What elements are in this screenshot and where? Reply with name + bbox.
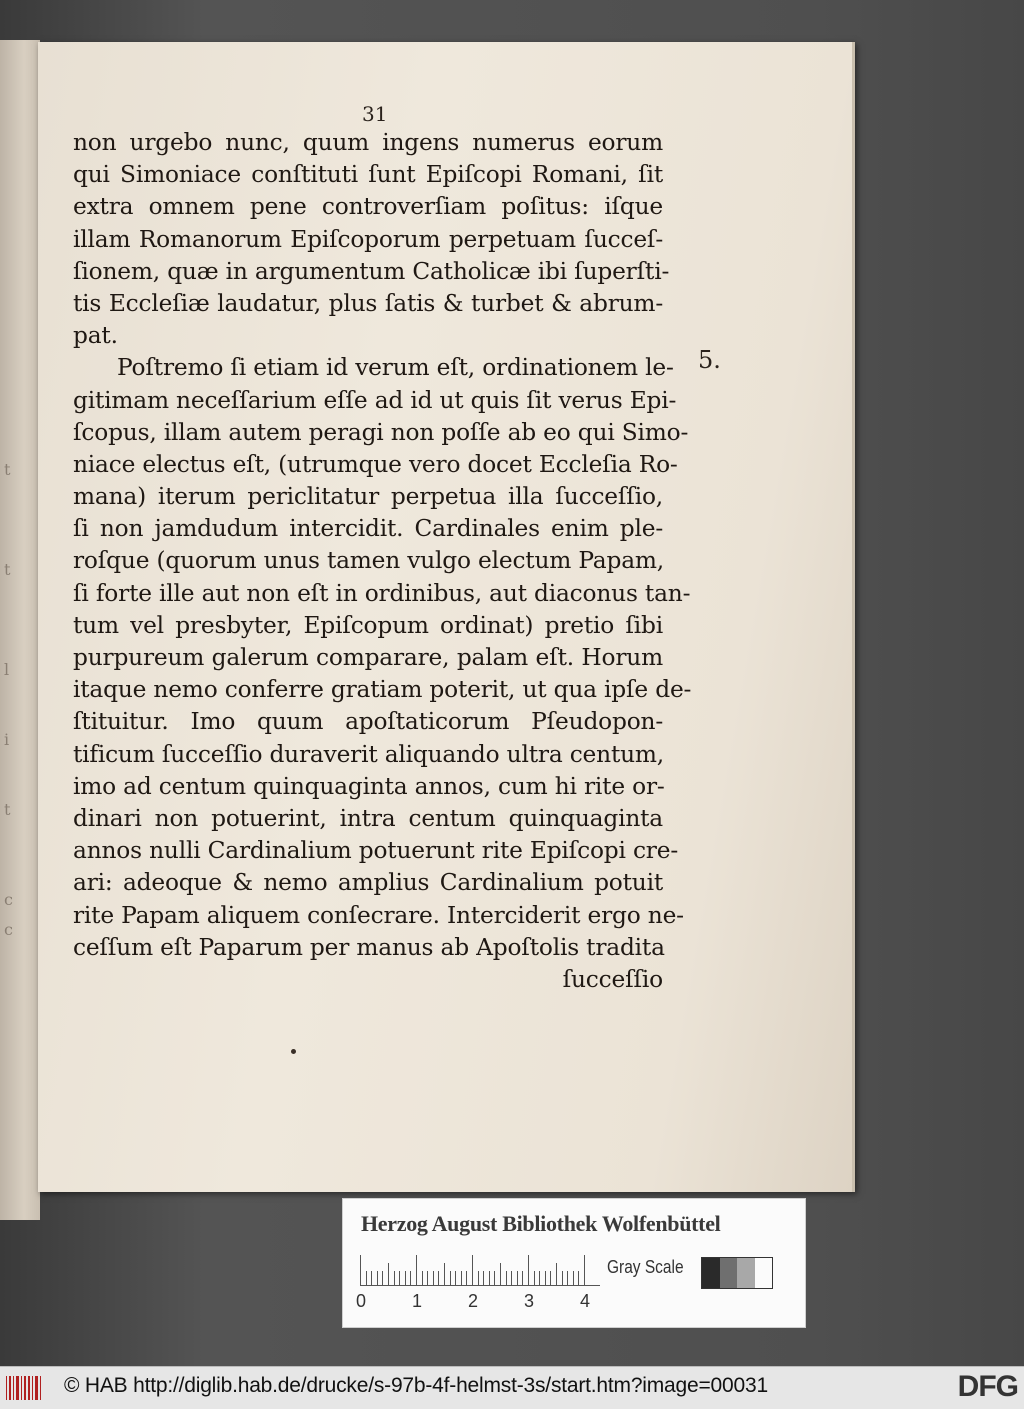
page-number: 31 [362, 102, 388, 126]
text-line: ceſſum eſt Paparum per manus ab Apoſtolis tradita [73, 933, 665, 961]
barcode-bar [40, 1376, 41, 1400]
ruler [360, 1255, 600, 1286]
ruler-tick [410, 1271, 411, 1285]
ruler-tick [584, 1255, 585, 1285]
text-line: dinari non potuerint, intra centum quinquaginta [73, 804, 663, 832]
text-line: ſionem, quæ in argumentum Catholicæ ibi ſuperſti- [73, 257, 670, 285]
ruler-tick [506, 1271, 507, 1285]
margin-note: 5. [698, 346, 721, 374]
text-line: ſtituitur. Imo quum apoſtaticorum Pſeudopon- [73, 708, 663, 736]
text-line: ſcopus, illam autem peragi non poſſe ab eo qui Simo- [73, 418, 689, 446]
text-line: ſi non jamdudum intercidit. Cardinales enim ple- [73, 515, 663, 543]
barcode-bar [21, 1376, 22, 1400]
text-line: tis Eccleſiæ laudatur, plus ſatis & turbet & abrum- [73, 289, 663, 317]
ruler-tick [556, 1263, 557, 1285]
ruler-tick [450, 1271, 451, 1285]
catchword: ſucceſſio [562, 965, 663, 993]
ruler-tick [517, 1271, 518, 1285]
ruler-tick [360, 1255, 361, 1285]
ruler-tick [528, 1255, 529, 1285]
gray-swatch [737, 1258, 755, 1288]
ruler-tick [371, 1271, 372, 1285]
ruler-tick [483, 1271, 484, 1285]
gray-swatch [755, 1258, 773, 1288]
ruler-tick [522, 1271, 523, 1285]
ruler-tick [394, 1271, 395, 1285]
ruler-tick [478, 1271, 479, 1285]
barcode-bar [35, 1376, 38, 1400]
text-line: extra omnem pene controverſiam poſitus: iſque [73, 193, 663, 221]
ruler-tick [438, 1271, 439, 1285]
text-line: niace electus eſt, (utrumque vero docet Eccleſia Ro- [73, 450, 678, 478]
ruler-tick [422, 1271, 423, 1285]
text-line: pat. [73, 322, 118, 350]
gray-scale-label: Gray Scale [607, 1257, 684, 1277]
ruler-label: 0 [356, 1291, 367, 1311]
barcode-bar [24, 1376, 26, 1400]
ruler-tick [416, 1255, 417, 1285]
page-text [73, 127, 692, 996]
ruler-label: 3 [524, 1291, 535, 1311]
ruler-tick [545, 1271, 546, 1285]
gray-swatch [720, 1258, 738, 1288]
text-line: tum vel presbyter, Epiſcopum ordinat) pretio ſibi [73, 611, 663, 639]
ruler-tick [550, 1271, 551, 1285]
footer-bar [0, 1366, 1024, 1409]
ruler-tick [511, 1271, 512, 1285]
source-url[interactable]: © HAB http://diglib.hab.de/drucke/s-97b-4f-helmst-3s/start.htm?image=00031 [64, 1374, 768, 1397]
ruler-tick [466, 1271, 467, 1285]
ruler-tick [377, 1271, 378, 1285]
text-line: non urgebo nunc, quum ingens numerus eorum [73, 129, 663, 156]
text-line: Poſtremo ſi etiam id verum eſt, ordinationem le- [117, 354, 674, 382]
ruler-label: 4 [580, 1291, 591, 1311]
text-line: ari: adeoque & nemo amplius Cardinalium potuit [73, 869, 663, 897]
ruler-tick [534, 1271, 535, 1285]
ruler-tick [382, 1271, 383, 1285]
ruler-tick [433, 1271, 434, 1285]
text-line: imo ad centum quinquaginta annos, cum hi rite or- [73, 772, 665, 800]
card-title: Herzog August Bibliothek Wolfenbüttel [361, 1211, 721, 1236]
text-line: purpureum galerum comparare, palam eſt. Horum [73, 644, 663, 671]
ruler-tick [500, 1263, 501, 1285]
barcode-bar [28, 1376, 30, 1400]
barcode-bar [16, 1376, 19, 1400]
ruler-tick [578, 1271, 579, 1285]
ruler-tick [399, 1271, 400, 1285]
ruler-tick [366, 1271, 367, 1285]
ruler-tick [539, 1271, 540, 1285]
ink-dot [291, 1049, 296, 1054]
ruler-tick [567, 1271, 568, 1285]
text-line: roſque (quorum unus tamen vulgo electum Papam, [73, 547, 664, 575]
ruler-tick [427, 1271, 428, 1285]
text-line: annos nulli Cardinalium potuerunt rite Epiſcopi cre- [73, 837, 678, 865]
text-line: mana) iterum periclitatur perpetua illa ſucceſſio, [73, 483, 663, 511]
text-line: tificum ſucceſſio duraverit aliquando ultra centum, [73, 740, 665, 768]
color-reference-card [342, 1198, 806, 1328]
ruler-tick [573, 1271, 574, 1285]
ruler-tick [388, 1263, 389, 1285]
text-line: rite Papam aliquem conſecrare. Interciderit ergo ne- [73, 901, 684, 929]
gray-swatch [702, 1258, 720, 1288]
barcode-bar [32, 1376, 33, 1400]
ruler-tick [461, 1271, 462, 1285]
ruler-label: 2 [468, 1291, 479, 1311]
ruler-tick [489, 1271, 490, 1285]
ruler-tick [562, 1271, 563, 1285]
barcode-bar [9, 1376, 11, 1400]
ruler-tick [444, 1263, 445, 1285]
ruler-tick [405, 1271, 406, 1285]
previous-page-edge: t t l i t c c [0, 40, 40, 1220]
ruler-tick [494, 1271, 495, 1285]
text-line: qui Simoniace conſtituti ſunt Epiſcopi Romani, ſit [73, 161, 663, 189]
ruler-label: 1 [412, 1291, 423, 1311]
barcode-bar [6, 1376, 7, 1400]
barcode-icon [6, 1376, 46, 1400]
text-line: gitimam neceſſarium eſſe ad id ut quis ſit verus Epi- [73, 386, 677, 414]
text-line: illam Romanorum Epiſcoporum perpetuam ſucceſ- [73, 225, 663, 253]
dfg-logo: DFG [954, 1370, 1018, 1404]
barcode-bar [13, 1376, 14, 1400]
text-line: ſi forte ille aut non eſt in ordinibus, aut diaconus tan- [73, 579, 691, 607]
ruler-tick [472, 1255, 473, 1285]
gray-scale-swatches [701, 1257, 773, 1289]
text-line: itaque nemo conferre gratiam poterit, ut qua ipſe de- [73, 676, 692, 704]
ruler-tick [455, 1271, 456, 1285]
